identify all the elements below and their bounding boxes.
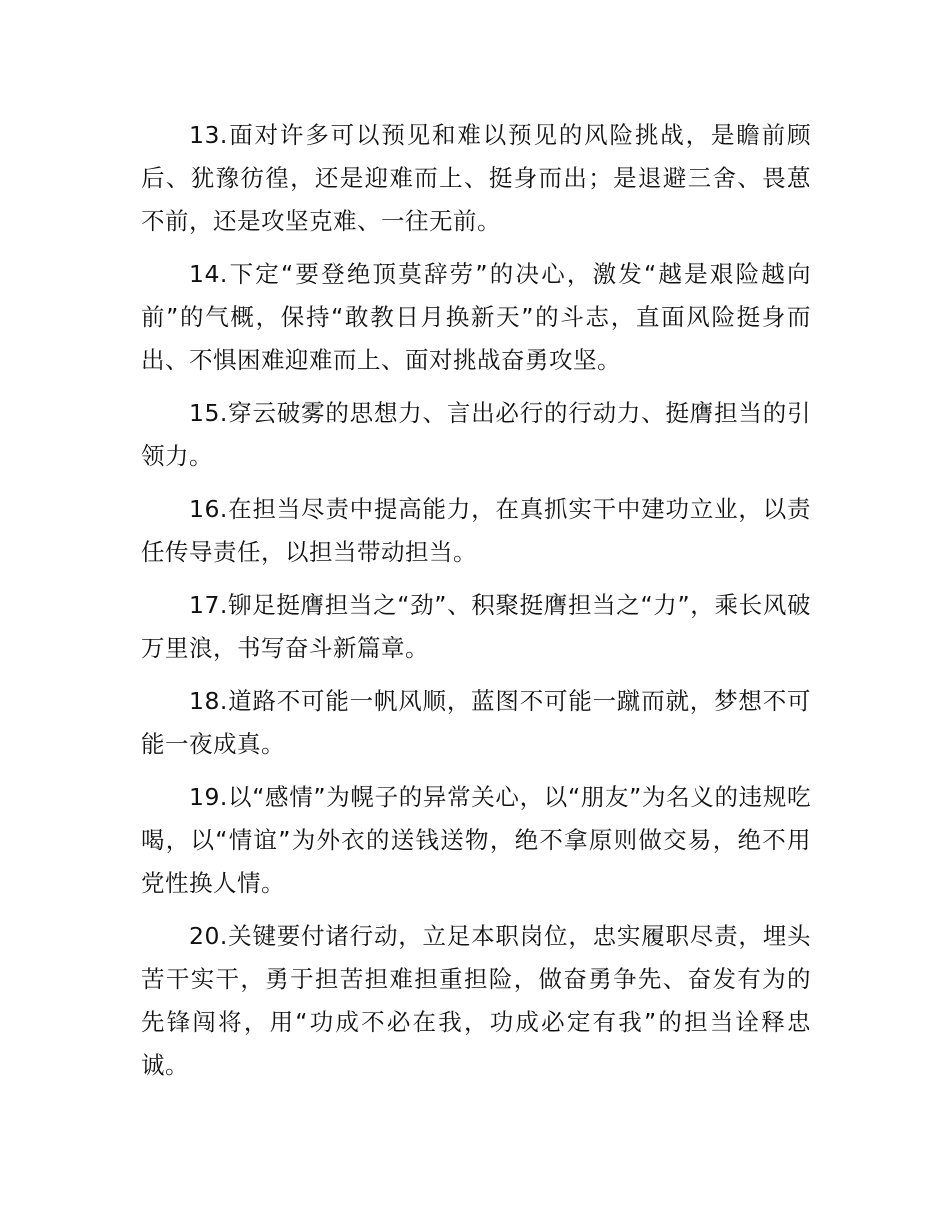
paragraph-17: 17.铆足挺膺担当之“劲”、积聚挺膺担当之“力”，乘长风破万里浪，书写奋斗新篇章。 [141, 591, 811, 662]
paragraph-20: 20.关键要付诸行动，立足本职岗位，忠实履职尽责，埋头苦干实干，勇于担苦担难担重担险，做奋勇争先、奋发有为的先锋闯将，用“功成不必在我，功成必定有我”的担当诠释忠诚。 [141, 922, 811, 1079]
paragraph-14: 14.下定“要登绝顶莫辞劳”的决心，激发“越是艰险越向前”的气概，保持“敢教日月换新天”的斗志，直面风险挺身而出、不惧困难迎难而上、面对挑战奋勇攻坚。 [141, 260, 811, 374]
document-body [141, 114, 811, 1097]
paragraph-16: 16.在担当尽责中提高能力，在真抓实干中建功立业，以责任传导责任，以担当带动担当。 [141, 495, 811, 566]
paragraph-19: 19.以“感情”为幌子的异常关心，以“朋友”为名义的违规吃喝，以“情谊”为外衣的送钱送物，绝不拿原则做交易，绝不用党性换人情。 [141, 783, 811, 897]
paragraph-18: 18.道路不可能一帆风顺，蓝图不可能一蹴而就，梦想不可能一夜成真。 [141, 687, 811, 758]
paragraph-15: 15.穿云破雾的思想力、言出必行的行动力、挺膺担当的引领力。 [141, 399, 811, 470]
paragraph-13: 13.面对许多可以预见和难以预见的风险挑战，是瞻前顾后、犹豫彷徨，还是迎难而上、挺身而出；是退避三舍、畏葸不前，还是攻坚克难、一往无前。 [141, 121, 811, 235]
